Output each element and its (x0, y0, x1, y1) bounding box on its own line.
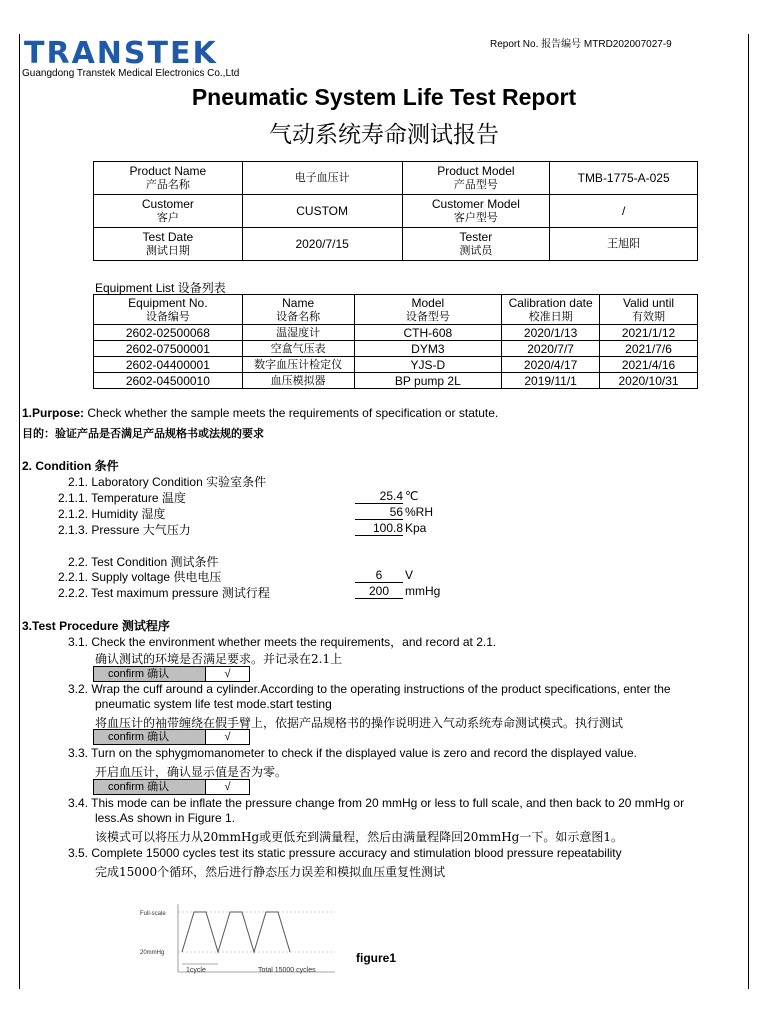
tester-label: Tester 测试员 (402, 228, 550, 261)
table-cell: 数字血压计检定仪 (242, 357, 354, 373)
step-3-5-en: 3.5. Complete 15000 cycles test its static pressure accuracy and stimulation blood pressure repeatability (68, 846, 622, 860)
title-english: Pneumatic System Life Test Report (191, 84, 577, 110)
table-cell: 2021/7/6 (600, 341, 698, 357)
table-row (94, 341, 698, 357)
step-3-2-en-2: pneumatic system life test mode.start testing (95, 697, 332, 711)
confirm-box-3-2 (93, 729, 250, 745)
test-condition-title: 2.2. Test Condition 测试条件 (68, 555, 219, 569)
table-cell: 2021/1/12 (600, 325, 698, 341)
step-3-5-cn: 完成15000个循环，然后进行静态压力误差和模拟血压重复性测试 (95, 865, 446, 879)
pressure-unit: Kpa (405, 521, 427, 535)
table-cell: 2602-07500001 (94, 341, 243, 357)
table-cell: BP pump 2L (354, 373, 502, 389)
total-cycles-label: Total 15000 cycles (258, 967, 316, 974)
confirm-box-3-3 (93, 779, 250, 795)
equipment-header-row (94, 295, 698, 325)
figure-caption: figure1 (356, 951, 397, 965)
tester-value: 王旭阳 (550, 228, 698, 261)
check-mark: √ (224, 668, 231, 680)
title-chinese: 气动系统寿命测试报告 (269, 122, 499, 148)
humidity-value: 56 (389, 505, 403, 519)
table-cell: 2020/4/17 (502, 357, 600, 373)
equipment-header: Valid until 有效期 (600, 295, 698, 325)
voltage-value: 6 (375, 568, 383, 582)
max-pressure-value: 200 (368, 584, 390, 598)
max-pressure-underline (355, 598, 403, 599)
cycle-label: 1cycle (186, 967, 206, 974)
test-date-value: 2020/7/15 (242, 228, 402, 261)
test-date-label: Test Date 测试日期 (94, 228, 243, 261)
check-mark: √ (224, 781, 231, 793)
confirm-box-3-1 (93, 666, 250, 682)
purpose-label: 1.Purpose: (22, 406, 85, 420)
step-3-2-cn: 将血压计的袖带缠绕在假手臂上，依据产品规格书的操作说明进入气动系统寿命测试模式。执行测试 (95, 716, 624, 730)
customer-model-label: Customer Model 客户型号 (402, 195, 550, 228)
pressure-label: 2.1.3. Pressure 大气压力 (58, 523, 191, 537)
table-cell: CTH-608 (354, 325, 502, 341)
table-cell: 温湿度计 (242, 325, 354, 341)
table-row (94, 373, 698, 389)
confirm-label: confirm 确认 (94, 730, 206, 744)
purpose-cn: 目的：验证产品是否满足产品规格书或法规的要求 (22, 428, 264, 440)
table-cell: 2602-02500068 (94, 325, 243, 341)
table-cell: 空盒气压表 (242, 341, 354, 357)
right-border (748, 34, 749, 989)
humidity-label: 2.1.2. Humidity 湿度 (58, 507, 166, 521)
table-cell: 2020/7/7 (502, 341, 600, 357)
product-info-table (93, 161, 698, 261)
report-number: Report No. 报告编号 MTRD202007027-9 (490, 39, 672, 50)
table-cell: 血压模拟器 (242, 373, 354, 389)
low-pressure-label: 20mmHg (140, 950, 165, 956)
left-border (19, 34, 20, 989)
pressure-underline (355, 535, 403, 536)
table-cell: 2020/10/31 (600, 373, 698, 389)
table-cell: YJS-D (354, 357, 502, 373)
product-name-value: 电子血压计 (242, 162, 402, 195)
equipment-header: Name 设备名称 (242, 295, 354, 325)
step-3-3-cn: 开启血压计，确认显示值是否为零。 (95, 765, 288, 779)
table-cell: 2021/4/16 (600, 357, 698, 373)
customer-label: Customer 客户 (94, 195, 243, 228)
purpose-line (22, 406, 498, 420)
product-model-value: TMB-1775-A-025 (550, 162, 698, 195)
product-name-label: Product Name 产品名称 (94, 162, 243, 195)
voltage-underline (355, 582, 403, 583)
check-mark: √ (224, 731, 231, 743)
step-3-4-en-2: less.As shown in Figure 1. (95, 811, 236, 825)
customer-model-value: / (550, 195, 698, 228)
equipment-list-label: Equipment List 设备列表 (95, 281, 226, 295)
step-3-2-en-1: 3.2. Wrap the cuff around a cylinder.According to the operating instructions of the product specifications, enter the (68, 682, 671, 696)
purpose-text: Check whether the sample meets the requirements of specification or statute. (84, 406, 499, 420)
temperature-label: 2.1.1. Temperature 温度 (58, 491, 186, 505)
condition-title: 2. Condition 条件 (22, 459, 119, 473)
transtek-logo: TRANSTEK (24, 36, 218, 71)
cycle-diagram (130, 900, 340, 980)
max-pressure-label: 2.2.2. Test maximum pressure 测试行程 (58, 586, 270, 600)
table-cell: DYM3 (354, 341, 502, 357)
table-cell: 2020/1/13 (502, 325, 600, 341)
step-3-3-en: 3.3. Turn on the sphygmomanometer to check if the displayed value is zero and record the displayed value. (68, 746, 637, 760)
table-cell: 2602-04400001 (94, 357, 243, 373)
voltage-label: 2.2.1. Supply voltage 供电电压 (58, 570, 222, 584)
company-name: Guangdong Transtek Medical Electronics Co.,Ltd (22, 68, 240, 79)
table-row (94, 325, 698, 341)
pressure-waveform (182, 912, 290, 952)
equipment-header: Equipment No. 设备编号 (94, 295, 243, 325)
confirm-label: confirm 确认 (94, 780, 206, 794)
equipment-header: Model 设备型号 (354, 295, 502, 325)
customer-value: CUSTOM (242, 195, 402, 228)
table-row (94, 357, 698, 373)
humidity-underline (355, 519, 403, 520)
max-pressure-unit: mmHg (405, 584, 441, 598)
procedure-title: 3.Test Procedure 测试程序 (22, 619, 170, 633)
confirm-label: confirm 确认 (94, 667, 206, 681)
full-scale-label: Full-scale (140, 911, 166, 917)
equipment-table (93, 294, 698, 389)
step-3-4-en-1: 3.4. This mode can be inflate the pressure change from 20 mmHg or less to full scale, and then back to 20 mmHg or (68, 796, 685, 810)
temperature-unit: ℃ (405, 489, 419, 503)
table-cell: 2019/11/1 (502, 373, 600, 389)
step-3-1-cn: 确认测试的环境是否满足要求。并记录在2.1上 (95, 652, 343, 666)
temperature-underline (355, 503, 403, 504)
lab-condition-title: 2.1. Laboratory Condition 实验室条件 (68, 475, 267, 489)
product-model-label: Product Model 产品型号 (402, 162, 550, 195)
step-3-1-en: 3.1. Check the environment whether meets the requirements，and record at 2.1. (68, 635, 497, 649)
table-cell: 2602-04500010 (94, 373, 243, 389)
equipment-header: Calibration date 校准日期 (502, 295, 600, 325)
voltage-unit: V (405, 568, 414, 582)
humidity-unit: %RH (405, 505, 434, 519)
pressure-value: 100.8 (372, 521, 403, 535)
step-3-4-cn: 该模式可以将压力从20mmHg或更低充到满量程，然后由满量程降回20mmHg一下。如示意图1。 (95, 830, 623, 844)
temperature-value: 25.4 (379, 489, 403, 503)
